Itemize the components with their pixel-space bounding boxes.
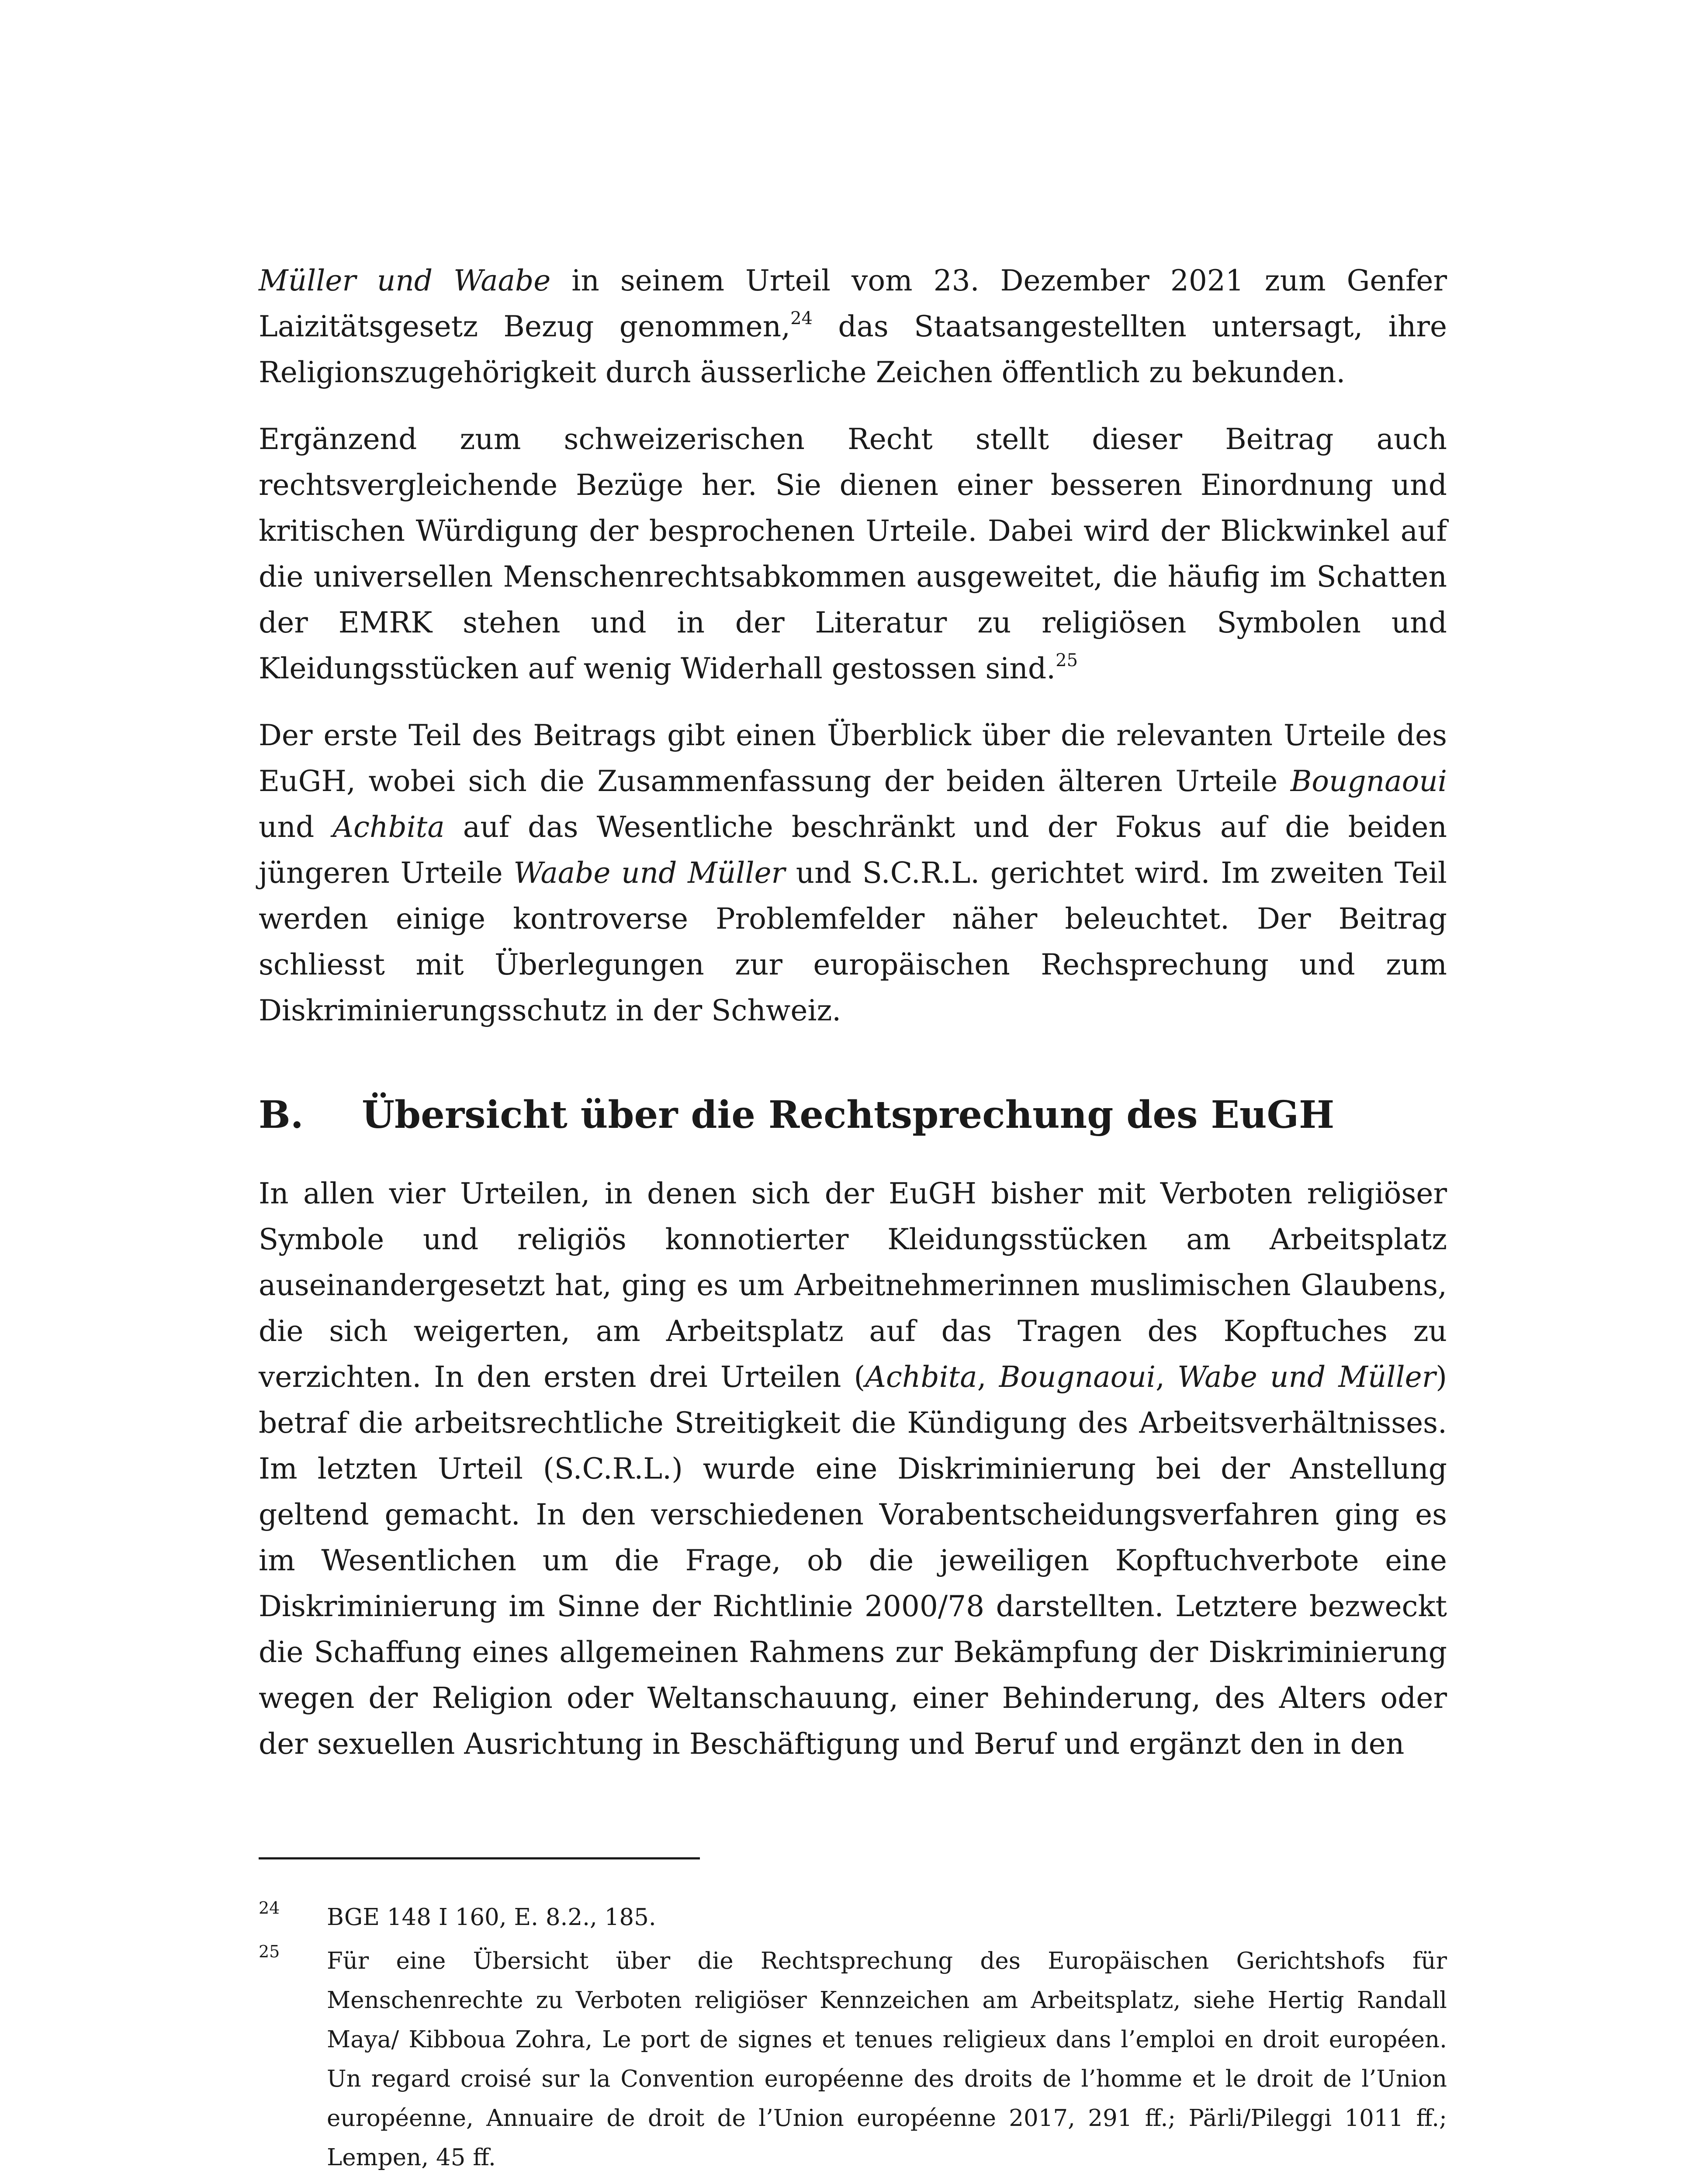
paragraph-text: , [977,1360,999,1394]
italic-case-name: Bougnaoui [999,1360,1156,1394]
footnotes [259,1898,1447,2182]
footnote-reference[interactable]: 25 [1056,650,1078,670]
paragraph-text: in seinem Urteil vom 23. Dezember 2021 zum Genfer Laizitätsgesetz Bezug genommen, [259,264,1447,343]
paragraph-3 [259,712,1447,1033]
footnote-reference[interactable]: 24 [790,308,813,328]
section-number: B. [259,1093,304,1137]
paragraph-text: und S.C.R.L. gerichtet wird. Im zweiten Teil werden einige kontroverse Problemfelder näher beleuchtet. Der Beitrag schliesst mit Überlegungen zur europäischen Rechsprechung und zum Diskriminierungsschutz in der Schweiz. [259,856,1447,1027]
page-body [259,258,1447,1788]
paragraph-text: das Staatsangestellten untersagt, ihre Religionszugehörigkeit durch äusserliche Zeichen öffentlich zu bekunden. [259,310,1447,389]
footnote-text: Für eine Übersicht über die Rechtsprechung des Europäischen Gerichtshofs für Menschenrechte zu Verboten religiöser Kennzeichen am Arbeitsplatz, siehe Hertig Randall Maya/ Kibboua Zohra, Le port de signes et tenues religieux dans l’emploi en droit européen. Un regard croisé sur la Convention européenne des droits de l’homme et le droit de l’Union européenne, Annuaire de droit de l’Union européenne 2017, 291 ff.; Pärli/Pileggi 1011 ff.; Lempen, 45 ff. [327,1948,1447,2171]
italic-case-name: Achbita [865,1360,977,1394]
section-title: Übersicht über die Rechtsprechung des EuGH [362,1093,1335,1137]
italic-case-name: Waabe und Müller [513,856,786,890]
paragraph-text: auf das Wesentliche beschränkt und der Fokus auf die beiden jüngeren Urteile [259,810,1447,890]
italic-case-name: Achbita [332,810,445,844]
paragraph-text: und [259,810,333,844]
footnote-item [259,1942,1447,2177]
paragraph-1 [259,258,1447,395]
footnote-separator [259,1857,700,1859]
footnote-item [259,1898,1447,1937]
footnote-text: BGE 148 I 160, E. 8.2., 185. [327,1904,656,1931]
paragraph-text: In allen vier Urteilen, in denen sich der EuGH bisher mit Verboten religiöser Symbole und religiös konnotierter Kleidungsstücken am Arbeitsplatz auseinandergesetzt hat, ging es um Arbeitnehmerinnen muslimischen Glaubens, die sich weigerten, am Arbeitsplatz auf das Tragen des Kopftuches zu verzichten. In den ersten drei Urteilen ( [259,1177,1447,1394]
paragraph-text: ) betraf die arbeitsrechtliche Streitigkeit die Kündigung des Arbeitsverhältnisses. Im letzten Urteil (S.C.R.L.) wurde eine Diskriminierung bei der Anstellung geltend gemacht. In den verschiedenen Vorabentscheidungsverfahren ging es im Wesentlichen um die Frage, ob die jeweiligen Kopftuchverbote eine Diskriminierung im Sinne der Richtlinie 2000/78 darstellten. Letztere bezweckt die Schaffung eines allgemeinen Rahmens zur Bekämpfung der Diskriminierung wegen der Religion oder Weltanschauung, einer Behinderung, des Alters oder der sexuellen Ausrichtung in Beschäftigung und Beruf und ergänzt den in den [259,1360,1447,1761]
paragraph-2 [259,416,1447,691]
paragraph-text: , [1155,1360,1178,1394]
italic-case-name: Bougnaoui [1290,764,1447,798]
footnote-number: 25 [259,1942,280,1961]
paragraph-text: Der erste Teil des Beitrags gibt einen Überblick über die relevanten Urteile des EuGH, wobei sich die Zusammenfassung der beiden älteren Urteile [259,719,1447,798]
paragraph-4 [259,1171,1447,1767]
paragraph-text: Ergänzend zum schweizerischen Recht stellt dieser Beitrag auch rechtsvergleichende Bezüge her. Sie dienen einer besseren Einordnung und kritischen Würdigung der besprochenen Urteile. Dabei wird der Blickwinkel auf die universellen Menschenrechtsabkommen ausgeweitet, die häufig im Schatten der EMRK stehen und in der Literatur zu religiösen Symbolen und Kleidungsstücken auf wenig Widerhall gestossen sind. [259,422,1447,685]
italic-case-name: Wabe und Müller [1177,1360,1436,1394]
section-heading [259,1091,1447,1139]
italic-case-name: Müller und Waabe [259,264,551,297]
footnote-number: 24 [259,1898,280,1918]
